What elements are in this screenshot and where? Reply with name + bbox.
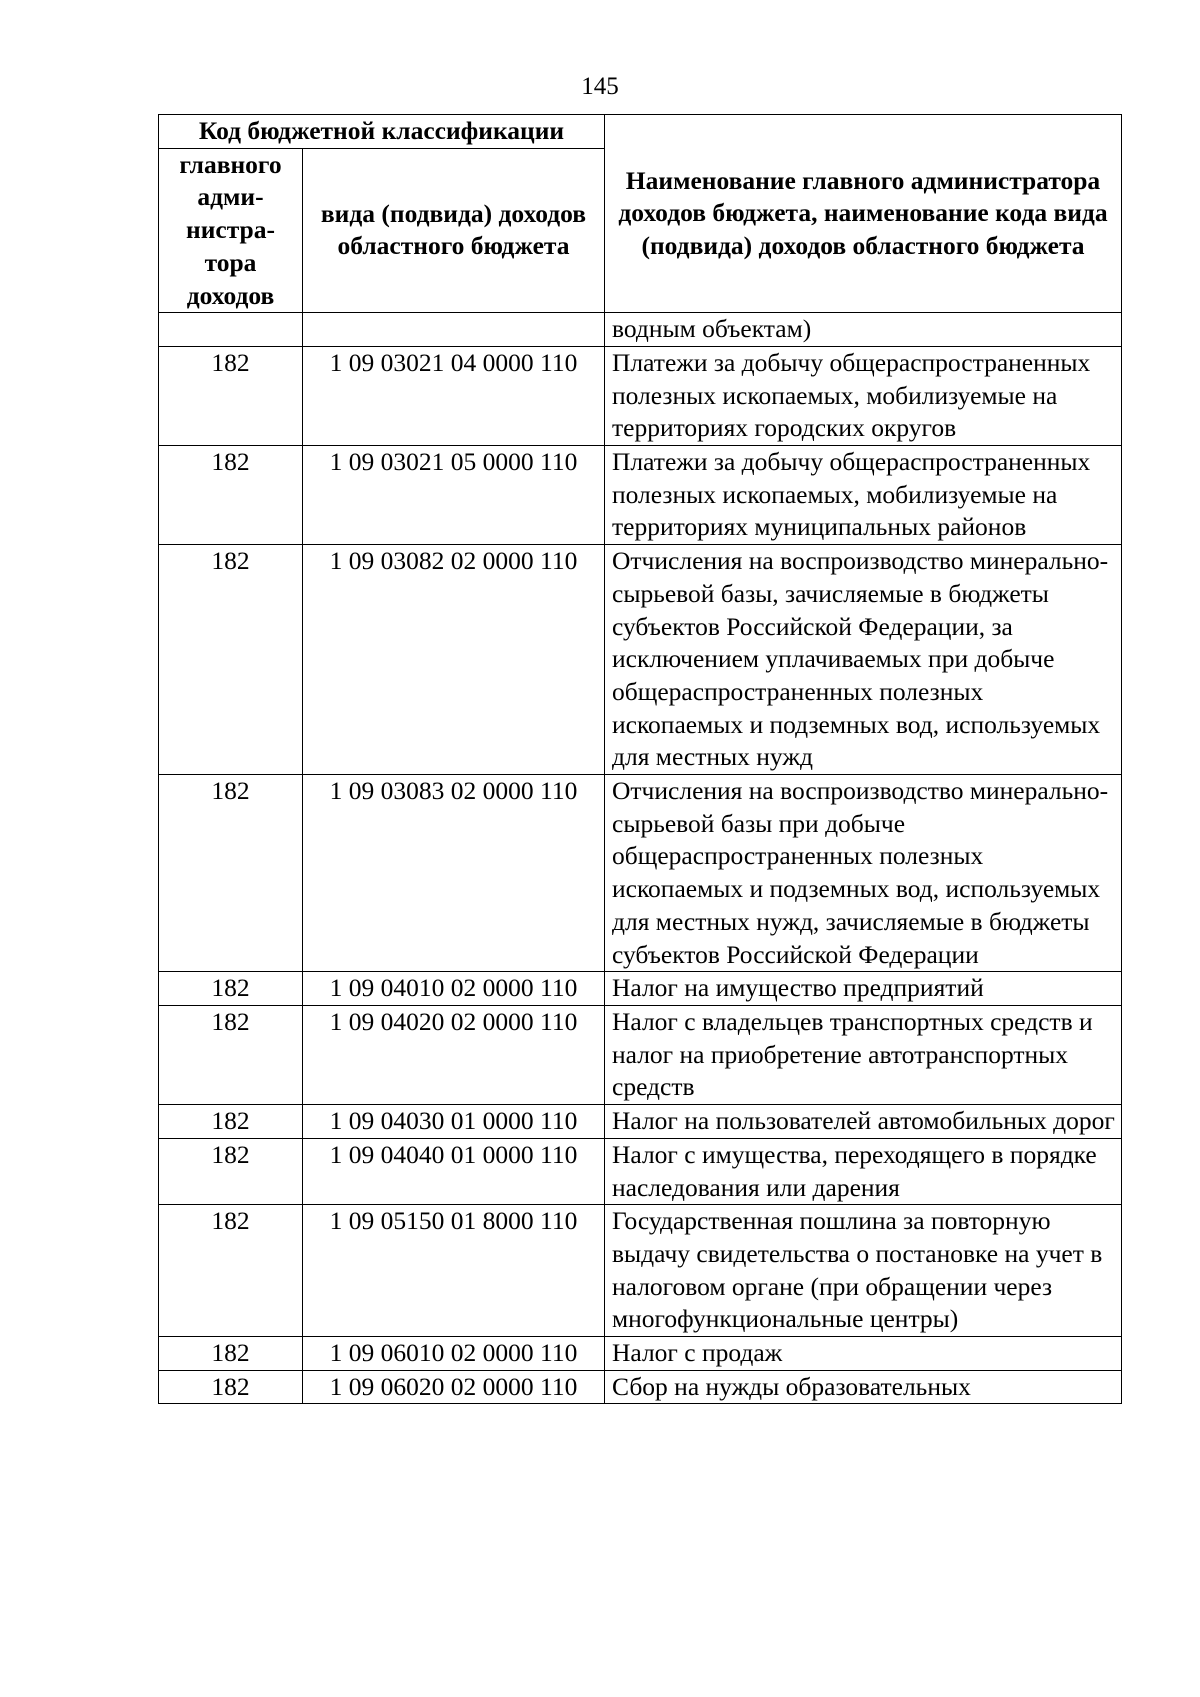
income-code-cell: 1 09 03083 02 0000 110: [303, 775, 605, 972]
income-name-cell: Государственная пошлина за повторную выдачу свидетельства о постановке на учет в налоговом органе (при обращении через многофункциональные центры): [605, 1205, 1122, 1337]
table-row: [159, 972, 1122, 1006]
header-code-column: вида (подвида) доходов областного бюджета: [303, 148, 605, 313]
income-name-cell: Налог с имущества, переходящего в порядке наследования или дарения: [605, 1138, 1122, 1204]
table-row: [159, 1138, 1122, 1204]
income-name-cell: Отчисления на воспроизводство минерально-сырьевой базы при добыче общераспространенных полезных ископаемых и подземных вод, используемых для местных нужд, зачисляемые в бюджеты субъектов Российской Федерации: [605, 775, 1122, 972]
budget-classification-table: [158, 114, 1122, 1404]
table-row: [159, 1370, 1122, 1404]
header-admin-column: главного адми-нистра-тора доходов: [159, 148, 303, 313]
income-name-cell: Отчисления на воспроизводство минерально-сырьевой базы, зачисляемые в бюджеты субъектов Российской Федерации, за исключением уплачиваемых при добыче общераспространенных полезных ископаемых и подземных вод, используемых для местных нужд: [605, 545, 1122, 775]
table-row: [159, 1205, 1122, 1337]
table-row: [159, 1105, 1122, 1139]
income-code-cell: 1 09 05150 01 8000 110: [303, 1205, 605, 1337]
table-row: [159, 775, 1122, 972]
table-row: [159, 446, 1122, 545]
income-code-cell: [303, 313, 605, 347]
income-name-cell: Платежи за добычу общераспространенных полезных ископаемых, мобилизуемые на территориях городских округов: [605, 346, 1122, 445]
admin-code-cell: 182: [159, 346, 303, 445]
page-number: 145: [581, 73, 619, 100]
table-row: [159, 1337, 1122, 1371]
income-code-cell: 1 09 04030 01 0000 110: [303, 1105, 605, 1139]
header-row-top: [159, 115, 1122, 149]
admin-code-cell: 182: [159, 1005, 303, 1104]
table-row: [159, 313, 1122, 347]
header-group-label: Код бюджетной классификации: [159, 115, 605, 149]
income-name-cell: водным объектам): [605, 313, 1122, 347]
income-name-cell: Платежи за добычу общераспространенных полезных ископаемых, мобилизуемые на территориях муниципальных районов: [605, 446, 1122, 545]
income-name-cell: Налог с владельцев транспортных средств и налог на приобретение автотранспортных средств: [605, 1005, 1122, 1104]
income-code-cell: 1 09 04040 01 0000 110: [303, 1138, 605, 1204]
admin-code-cell: 182: [159, 1370, 303, 1404]
income-code-cell: 1 09 04010 02 0000 110: [303, 972, 605, 1006]
admin-code-cell: 182: [159, 1337, 303, 1371]
admin-code-cell: 182: [159, 545, 303, 775]
income-name-cell: Сбор на нужды образовательных: [605, 1370, 1122, 1404]
income-code-cell: 1 09 03082 02 0000 110: [303, 545, 605, 775]
header-name-column: Наименование главного администратора доходов бюджета, наименование кода вида (подвида) доходов областного бюджета: [605, 115, 1122, 313]
admin-code-cell: [159, 313, 303, 347]
table-row: [159, 1005, 1122, 1104]
table-row: [159, 545, 1122, 775]
income-code-cell: 1 09 03021 04 0000 110: [303, 346, 605, 445]
table-header: [159, 115, 1122, 313]
table-row: [159, 346, 1122, 445]
admin-code-cell: 182: [159, 1205, 303, 1337]
income-name-cell: Налог с продаж: [605, 1337, 1122, 1371]
admin-code-cell: 182: [159, 1105, 303, 1139]
admin-code-cell: 182: [159, 446, 303, 545]
income-code-cell: 1 09 03021 05 0000 110: [303, 446, 605, 545]
table-body: [159, 313, 1122, 1404]
admin-code-cell: 182: [159, 1138, 303, 1204]
income-name-cell: Налог на пользователей автомобильных дорог: [605, 1105, 1122, 1139]
income-code-cell: 1 09 06010 02 0000 110: [303, 1337, 605, 1371]
income-code-cell: 1 09 04020 02 0000 110: [303, 1005, 605, 1104]
income-code-cell: 1 09 06020 02 0000 110: [303, 1370, 605, 1404]
admin-code-cell: 182: [159, 775, 303, 972]
admin-code-cell: 182: [159, 972, 303, 1006]
income-name-cell: Налог на имущество предприятий: [605, 972, 1122, 1006]
